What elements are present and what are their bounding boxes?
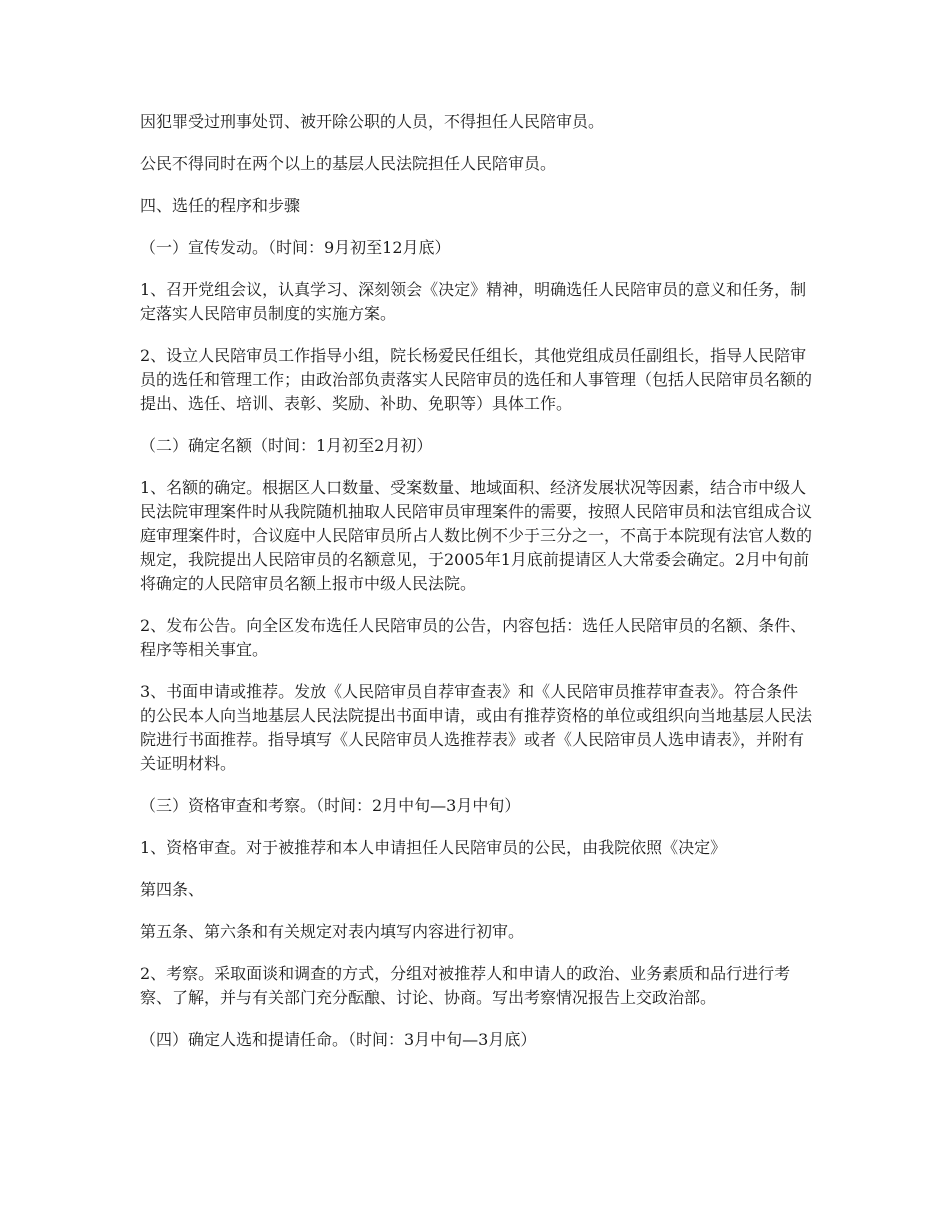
paragraph: 1、资格审查。对于被推荐和本人申请担任人民陪审员的公民，由我院依照《决定》 [140,838,727,857]
subsection-heading: （一）宣传发动。（时间：9月初至12月底） [140,238,451,257]
subsection-heading: （二）确定名额（时间：1月初至2月初） [140,436,433,455]
subsection-heading: （四）确定人选和提请任命。（时间：3月中旬—3月底） [140,1030,537,1049]
paragraph: 2、考察。采取面谈和调查的方式，分组对被推荐人和申请人的政治、业务素质和品行进行考察、了解，并与有关部门充分酝酿、讨论、协商。写出考察情况报告上交政治部。 [140,964,791,1007]
paragraph: 2、发布公告。向全区发布选任人民陪审员的公告，内容包括：选任人民陪审员的名额、条件、程序等相关事宜。 [140,616,807,659]
paragraph: 3、书面申请或推荐。发放《人民陪审员自荐审查表》和《人民陪审员推荐审查表》。符合条件的公民本人向当地基层人民法院提出书面申请，或由有推荐资格的单位或组织向当地基层人民法院进行书面推荐。指导填写《人民陪审员人选推荐表》或者《人民陪审员人选申请表》，并附有关证明材料。 [140,682,813,773]
paragraph: 1、召开党组会议，认真学习、深刻领会《决定》精神，明确选任人民陪审员的意义和任务，制定落实人民陪审员制度的实施方案。 [140,280,807,323]
paragraph: 第五条、第六条和有关规定对表内填写内容进行初审。 [140,922,525,941]
paragraph: 2、设立人民陪审员工作指导小组，院长杨爱民任组长，其他党组成员任副组长，指导人民陪审员的选任和管理工作；由政治部负责落实人民陪审员的选任和人事管理（包括人民陪审员名额的提出、选任、培训、表彰、奖励、补助、免职等）具体工作。 [140,346,813,413]
paragraph: 公民不得同时在两个以上的基层人民法院担任人民陪审员。 [140,154,557,173]
document-body [140,110,812,1070]
paragraph: 1、名额的确定。根据区人口数量、受案数量、地域面积、经济发展状况等因素，结合市中级人民法院审理案件时从我院随机抽取人民陪审员审理案件的需要，按照人民陪审员和法官组成合议庭审理案件时，合议庭中人民陪审员所占人数比例不少于三分之一，不高于本院现有法官人数的规定，我院提出人民陪审员的名额意见，于2005年1月底前提请区人大常委会确定。2月中旬前将确定的人民陪审员名额上报市中级人民法院。 [140,478,813,593]
paragraph: 第四条、 [140,880,205,899]
paragraph: 因犯罪受过刑事处罚、被开除公职的人员，不得担任人民陪审员。 [140,112,605,131]
section-heading: 四、选任的程序和步骤 [140,196,301,215]
subsection-heading: （三）资格审查和考察。（时间：2月中旬—3月中旬） [140,796,521,815]
